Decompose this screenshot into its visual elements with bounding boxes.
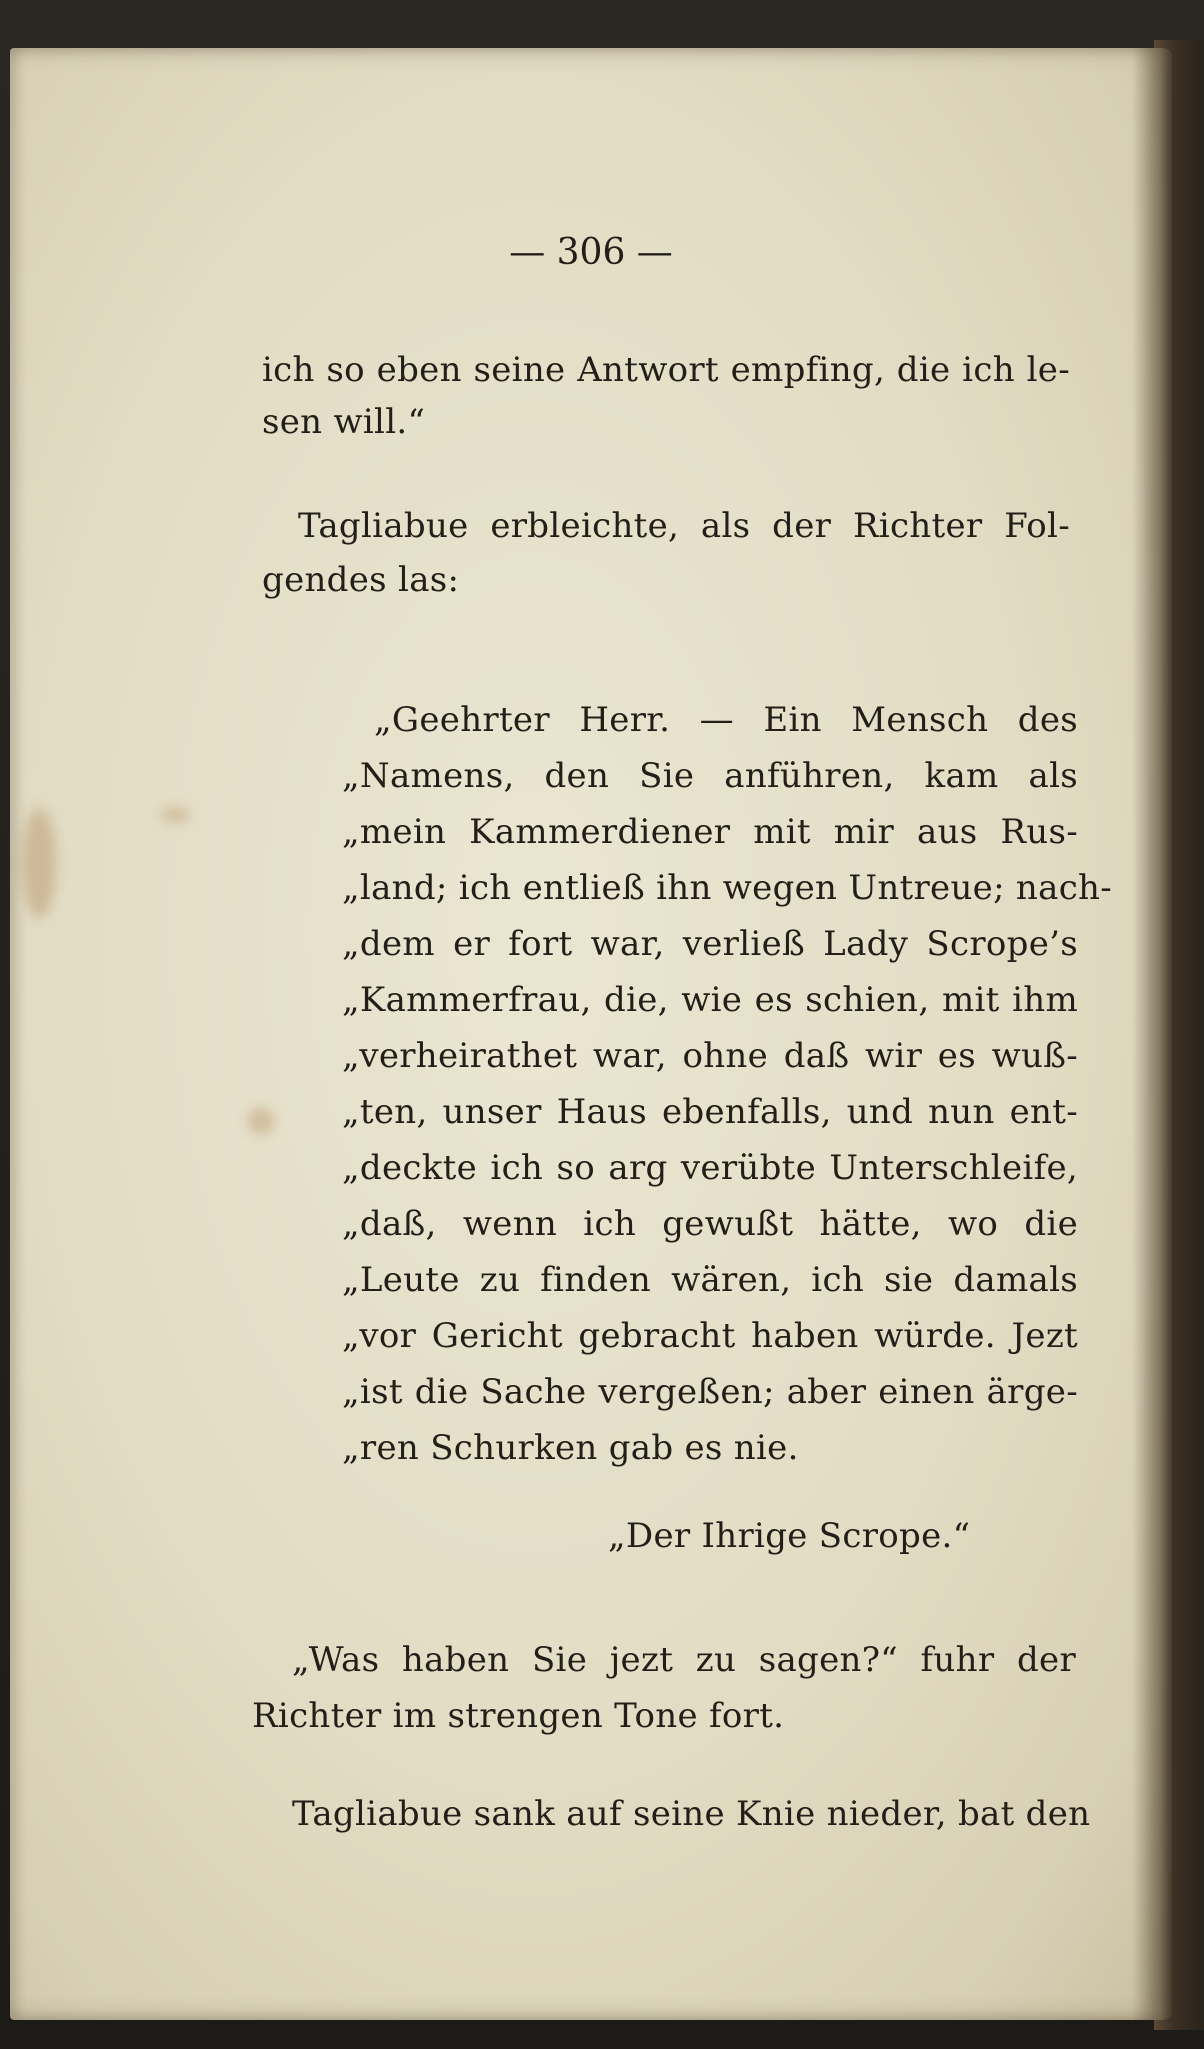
letter-line: „ten, unser Haus ebenfalls, und nun ent- (342, 1092, 1078, 1132)
letter-line: „Geehrter Herr. — Ein Mensch des (374, 700, 1078, 740)
letter-line: „mein Kammerdiener mit mir aus Rus- (342, 812, 1078, 852)
letter-line: „ist die Sache vergeßen; aber einen ärge- (342, 1372, 1078, 1412)
text-line: sen will.“ (262, 402, 426, 442)
text-line: Richter im strengen Tone fort. (252, 1696, 785, 1736)
book-page (10, 48, 1172, 2020)
page-number: — 306 — (509, 232, 673, 273)
letter-line: „dem er fort war, verließ Lady Scrope’s (342, 924, 1078, 964)
page-text (10, 48, 1172, 2020)
letter-signature: „Der Ihrige Scrope.“ (608, 1516, 971, 1556)
letter-line: „Namens, den Sie anführen, kam als (342, 756, 1078, 796)
letter-line: „vor Gericht gebracht haben würde. Jezt (342, 1316, 1078, 1356)
text-line: „Was haben Sie jezt zu sagen?“ fuhr der (292, 1640, 1076, 1680)
letter-line: „Leute zu finden wären, ich sie damals (342, 1260, 1078, 1300)
letter-line: „Kammerfrau, die, wie es schien, mit ihm (342, 980, 1078, 1020)
letter-line: „deckte ich so arg verübte Unterschleife, (342, 1148, 1078, 1188)
text-line: gendes las: (262, 560, 460, 600)
letter-line: „ren Schurken gab es nie. (342, 1428, 799, 1468)
letter-line: „verheirathet war, ohne daß wir es wuß- (342, 1036, 1078, 1076)
letter-line: „daß, wenn ich gewußt hätte, wo die (342, 1204, 1078, 1244)
text-line: ich so eben seine Antwort empfing, die ich le- (262, 350, 1070, 390)
text-line: Tagliabue erbleichte, als der Richter Fol- (298, 506, 1070, 546)
text-line: Tagliabue sank auf seine Knie nieder, bat den (292, 1794, 1091, 1834)
letter-line: „land; ich entließ ihn wegen Untreue; nach- (342, 868, 1113, 908)
